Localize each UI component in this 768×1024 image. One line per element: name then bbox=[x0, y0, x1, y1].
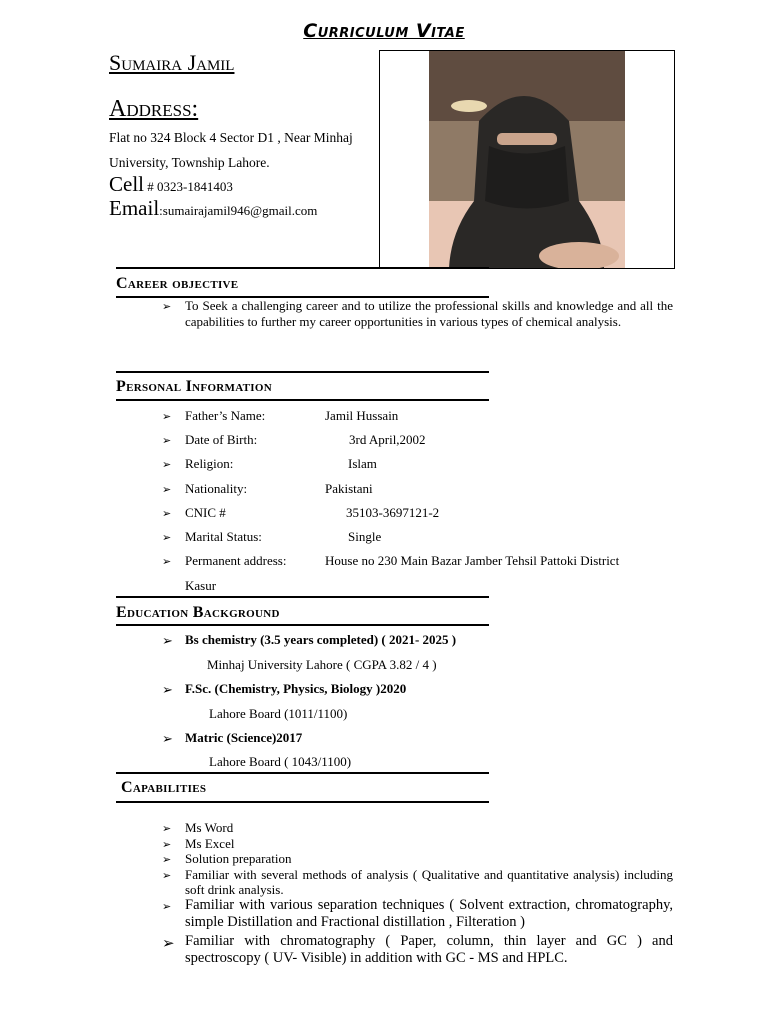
personal-bottom-rule bbox=[116, 399, 489, 401]
personal-value: 35103-3697121-2 bbox=[346, 505, 440, 520]
bullet-icon: ➢ bbox=[162, 532, 172, 544]
bullet-icon: ➢ bbox=[162, 301, 172, 313]
email-row bbox=[109, 196, 317, 221]
career-top-rule bbox=[116, 267, 489, 269]
bullet-icon: ➢ bbox=[162, 435, 172, 447]
personal-value: Single bbox=[348, 529, 382, 544]
bullet-icon: ➢ bbox=[162, 508, 172, 520]
email-label: Email bbox=[109, 196, 160, 220]
bullet-icon: ➢ bbox=[162, 870, 172, 882]
education-detail: Minhaj University Lahore ( CGPA 3.82 / 4 ) bbox=[207, 657, 437, 672]
bullet-icon: ➢ bbox=[162, 459, 172, 471]
capability-item: Familiar with various separation techniques ( Solvent extraction, chromatography, simple Distillation and Fractional distillation , Filteration ) bbox=[185, 897, 673, 930]
education-degree: Bs chemistry (3.5 years completed) ( 2021- 2025 ) bbox=[185, 632, 457, 647]
capability-item: Familiar with chromatography ( Paper, column, thin layer and GC ) and spectroscopy ( UV- Visible) in addition with GC - MS and HPLC. bbox=[185, 933, 673, 966]
bullet-icon: ➢ bbox=[162, 682, 173, 697]
personal-value: Jamil Hussain bbox=[325, 408, 399, 423]
education-title: Education Background bbox=[116, 604, 280, 621]
bullet-icon: ➢ bbox=[162, 823, 172, 835]
capability-item: Familiar with several methods of analysis ( Qualitative and quantitative analysis) including soft drink analysis. bbox=[185, 867, 673, 897]
bullet-icon: ➢ bbox=[162, 411, 172, 423]
education-degree: Matric (Science)2017 bbox=[185, 730, 303, 745]
email-value: :sumairajamil946@gmail.com bbox=[159, 203, 318, 218]
cell-row bbox=[109, 172, 233, 197]
bullet-icon: ➢ bbox=[162, 633, 173, 648]
bullet-icon: ➢ bbox=[162, 731, 173, 746]
personal-label: Permanent address: bbox=[185, 553, 287, 568]
personal-label: CNIC # bbox=[185, 505, 226, 520]
bullet-icon: ➢ bbox=[162, 901, 172, 913]
bullet-icon: ➢ bbox=[162, 936, 175, 952]
permanent-address-continued: Kasur bbox=[185, 578, 217, 593]
capability-item: Ms Excel bbox=[185, 836, 235, 851]
capabilities-top-rule bbox=[116, 772, 489, 774]
cell-hash: # bbox=[144, 179, 157, 194]
candidate-name: Sumaira Jamil bbox=[109, 50, 235, 75]
personal-label: Marital Status: bbox=[185, 529, 262, 544]
photo-illustration bbox=[429, 51, 625, 268]
address-line-2: University, Township Lahore. bbox=[109, 155, 270, 170]
capability-item: Solution preparation bbox=[185, 851, 292, 866]
personal-value: Pakistani bbox=[325, 481, 373, 496]
personal-label: Nationality: bbox=[185, 481, 248, 496]
education-detail: Lahore Board (1011/1100) bbox=[209, 706, 348, 721]
personal-value: Islam bbox=[348, 456, 377, 471]
personal-top-rule bbox=[116, 371, 489, 373]
capability-item: Ms Word bbox=[185, 820, 234, 835]
personal-label: Date of Birth: bbox=[185, 432, 258, 447]
profile-photo-frame bbox=[379, 50, 675, 269]
career-objective-text: To Seek a challenging career and to utilize the professional skills and knowledge and all the capabilities to further my career opportunities in various types of chemical analysis. bbox=[185, 298, 673, 329]
personal-label: Father’s Name: bbox=[185, 408, 266, 423]
bullet-icon: ➢ bbox=[162, 484, 172, 496]
address-line-1: Flat no 324 Block 4 Sector D1 , Near Minhaj bbox=[109, 130, 353, 145]
education-degree: F.Sc. (Chemistry, Physics, Biology )2020 bbox=[185, 681, 407, 696]
personal-label: Religion: bbox=[185, 456, 234, 471]
document-title: Curriculum Vitae bbox=[303, 20, 465, 42]
education-top-rule bbox=[116, 596, 489, 598]
address-heading: Address: bbox=[109, 96, 199, 122]
profile-photo bbox=[429, 51, 625, 268]
cell-label: Cell bbox=[109, 172, 144, 196]
capabilities-title: Capabilities bbox=[121, 779, 207, 796]
cell-value: 0323-1841403 bbox=[157, 179, 233, 194]
bullet-icon: ➢ bbox=[162, 854, 172, 866]
bullet-icon: ➢ bbox=[162, 556, 172, 568]
bullet-icon: ➢ bbox=[162, 839, 172, 851]
education-bottom-rule bbox=[116, 624, 489, 626]
career-objective-title: Career objective bbox=[116, 275, 239, 292]
personal-value: House no 230 Main Bazar Jamber Tehsil Pattoki District bbox=[325, 553, 620, 568]
personal-value: 3rd April,2002 bbox=[349, 432, 426, 447]
capabilities-bottom-rule bbox=[116, 801, 489, 803]
education-detail: Lahore Board ( 1043/1100) bbox=[209, 754, 352, 769]
personal-info-title: Personal Information bbox=[116, 378, 272, 395]
